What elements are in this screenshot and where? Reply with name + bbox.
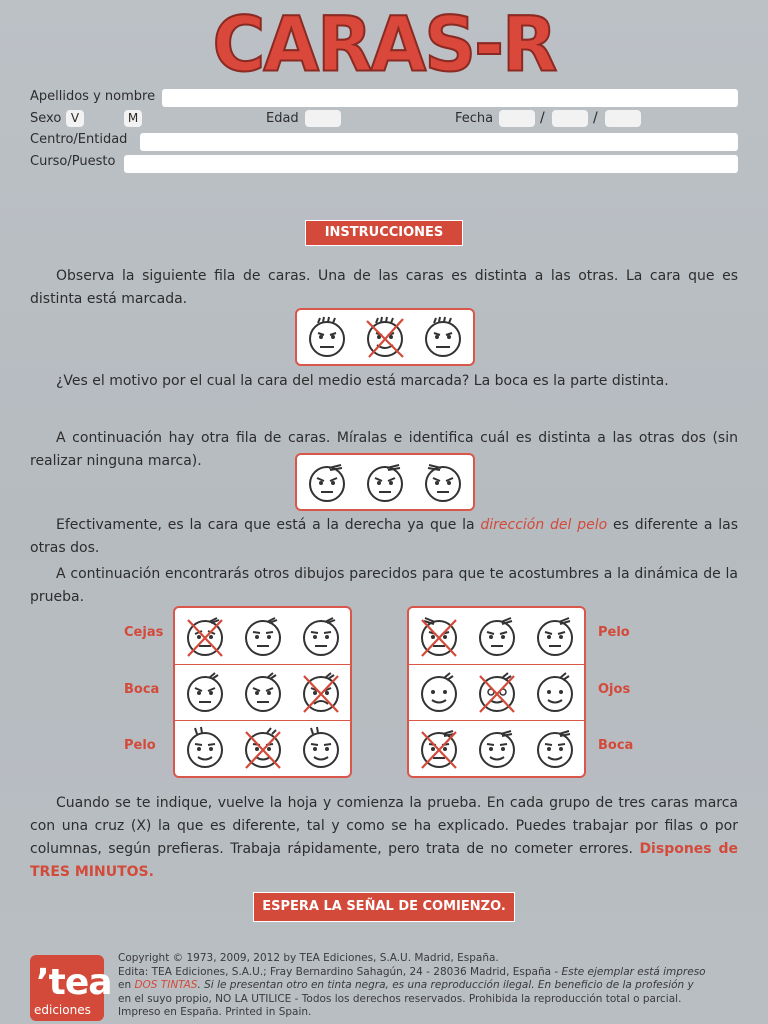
right-label-ojos: Ojos (598, 682, 631, 697)
practice-grid-left (173, 606, 352, 778)
face-icon (305, 315, 349, 359)
test-title: CARAS-R (212, 0, 556, 89)
sexo-v-box[interactable]: V (66, 110, 84, 127)
logo-main-text: ’tea (36, 962, 112, 1003)
fecha-month-input[interactable] (552, 110, 588, 127)
face-option[interactable] (299, 670, 343, 714)
left-label-boca: Boca (124, 682, 160, 697)
practice-grid-right (407, 606, 586, 778)
fecha-day-input[interactable] (499, 110, 535, 127)
face-option[interactable] (241, 726, 285, 770)
centro-input[interactable] (140, 133, 738, 151)
centro-label: Centro/Entidad (30, 132, 128, 147)
tea-ediciones-logo (30, 955, 112, 1021)
grid-row (175, 664, 350, 721)
face-option[interactable] (183, 614, 227, 658)
face-option[interactable] (417, 726, 461, 770)
curso-label: Curso/Puesto (30, 154, 116, 169)
highlight-direccion-pelo: dirección del pelo (480, 517, 608, 533)
face-option[interactable] (417, 614, 461, 658)
face-option[interactable] (475, 670, 519, 714)
instrucciones-banner: INSTRUCCIONES (305, 220, 463, 246)
time-limit-notice: Dispones de TRES MINUTOS. (30, 841, 739, 880)
edad-label: Edad (266, 111, 299, 126)
face-icon (421, 315, 465, 359)
apellidos-input[interactable] (162, 89, 738, 107)
face-option[interactable] (299, 614, 343, 658)
face-option[interactable] (475, 726, 519, 770)
face-option[interactable] (299, 726, 343, 770)
left-label-cejas: Cejas (124, 625, 164, 640)
face-option[interactable] (533, 670, 577, 714)
fecha-label: Fecha (455, 111, 494, 126)
espera-banner: ESPERA LA SEÑAL DE COMIENZO. (253, 892, 515, 922)
paragraph-1: Observa la siguiente fila de caras. Una de las caras es distinta a las otras. La cara que es distinta está marcada. (30, 268, 738, 307)
face-option[interactable] (183, 670, 227, 714)
face-option[interactable] (183, 726, 227, 770)
copyright-notice: Copyright © 1973, 2009, 2012 by TEA Ediciones, S.A.U. Madrid, España. Edita: TEA Ediciones, S.A.U.; Fray Bernardino Sahagún, 24 - 28036 Madrid, España - Este ejemplar está impreso en DOS TINTAS. Si le presentan otro en tinta negra, es una reproducción ilegal. En beneficio de la profesión y en el suyo propio, NO LA UTILICE - Todos los derechos reservados. Prohibida la reproducción total o parcial. Impreso en España. Printed in Spain. (118, 952, 706, 1018)
fecha-separator: / (593, 110, 598, 126)
grid-row (409, 608, 584, 665)
edad-input[interactable] (305, 110, 341, 127)
face-option[interactable] (475, 614, 519, 658)
grid-row (175, 720, 350, 776)
paragraph-4: Efectivamente, es la cara que está a la derecha ya que la dirección del pelo es diferente a las otras dos. (30, 517, 738, 556)
logo-sub-text: ediciones (34, 1003, 91, 1017)
face-icon (363, 460, 407, 504)
face-icon (421, 460, 465, 504)
paragraph-5: A continuación encontrarás otros dibujos parecidos para que te acostumbres a la dinámica de la prueba. (30, 566, 738, 605)
apellidos-label: Apellidos y nombre (30, 89, 156, 104)
fecha-year-input[interactable] (605, 110, 641, 127)
paragraph-2: ¿Ves el motivo por el cual la cara del medio está marcada? La boca es la parte distinta. (56, 373, 669, 389)
paragraph-3: A continuación hay otra fila de caras. Míralas e identifica cuál es distinta a las otras dos (sin realizar ninguna marca). (30, 430, 738, 469)
face-option[interactable] (533, 614, 577, 658)
face-option[interactable] (533, 726, 577, 770)
left-label-pelo: Pelo (124, 738, 156, 753)
paragraph-6: Cuando se te indique, vuelve la hoja y comienza la prueba. En cada grupo de tres caras marca con una cruz (X) la que es diferente, tal y como se ha explicado. Puedes trabajar por filas o por columnas, según prefieras. Trabaja rápidamente, pero trata de no cometer errores. Dispones de TRES MINUTOS. (30, 795, 739, 880)
right-label-pelo: Pelo (598, 625, 630, 640)
right-label-boca: Boca (598, 738, 634, 753)
curso-input[interactable] (124, 155, 738, 173)
face-icon (305, 460, 349, 504)
sexo-m-box[interactable]: M (124, 110, 142, 127)
grid-row (175, 608, 350, 665)
marked-face-icon (363, 315, 407, 359)
example-faces-1 (295, 308, 475, 366)
face-option[interactable] (417, 670, 461, 714)
sexo-label: Sexo (30, 111, 62, 126)
face-option[interactable] (241, 670, 285, 714)
grid-row (409, 664, 584, 721)
face-option[interactable] (241, 614, 285, 658)
example-faces-2 (295, 453, 475, 511)
grid-row (409, 720, 584, 776)
fecha-separator: / (540, 110, 545, 126)
